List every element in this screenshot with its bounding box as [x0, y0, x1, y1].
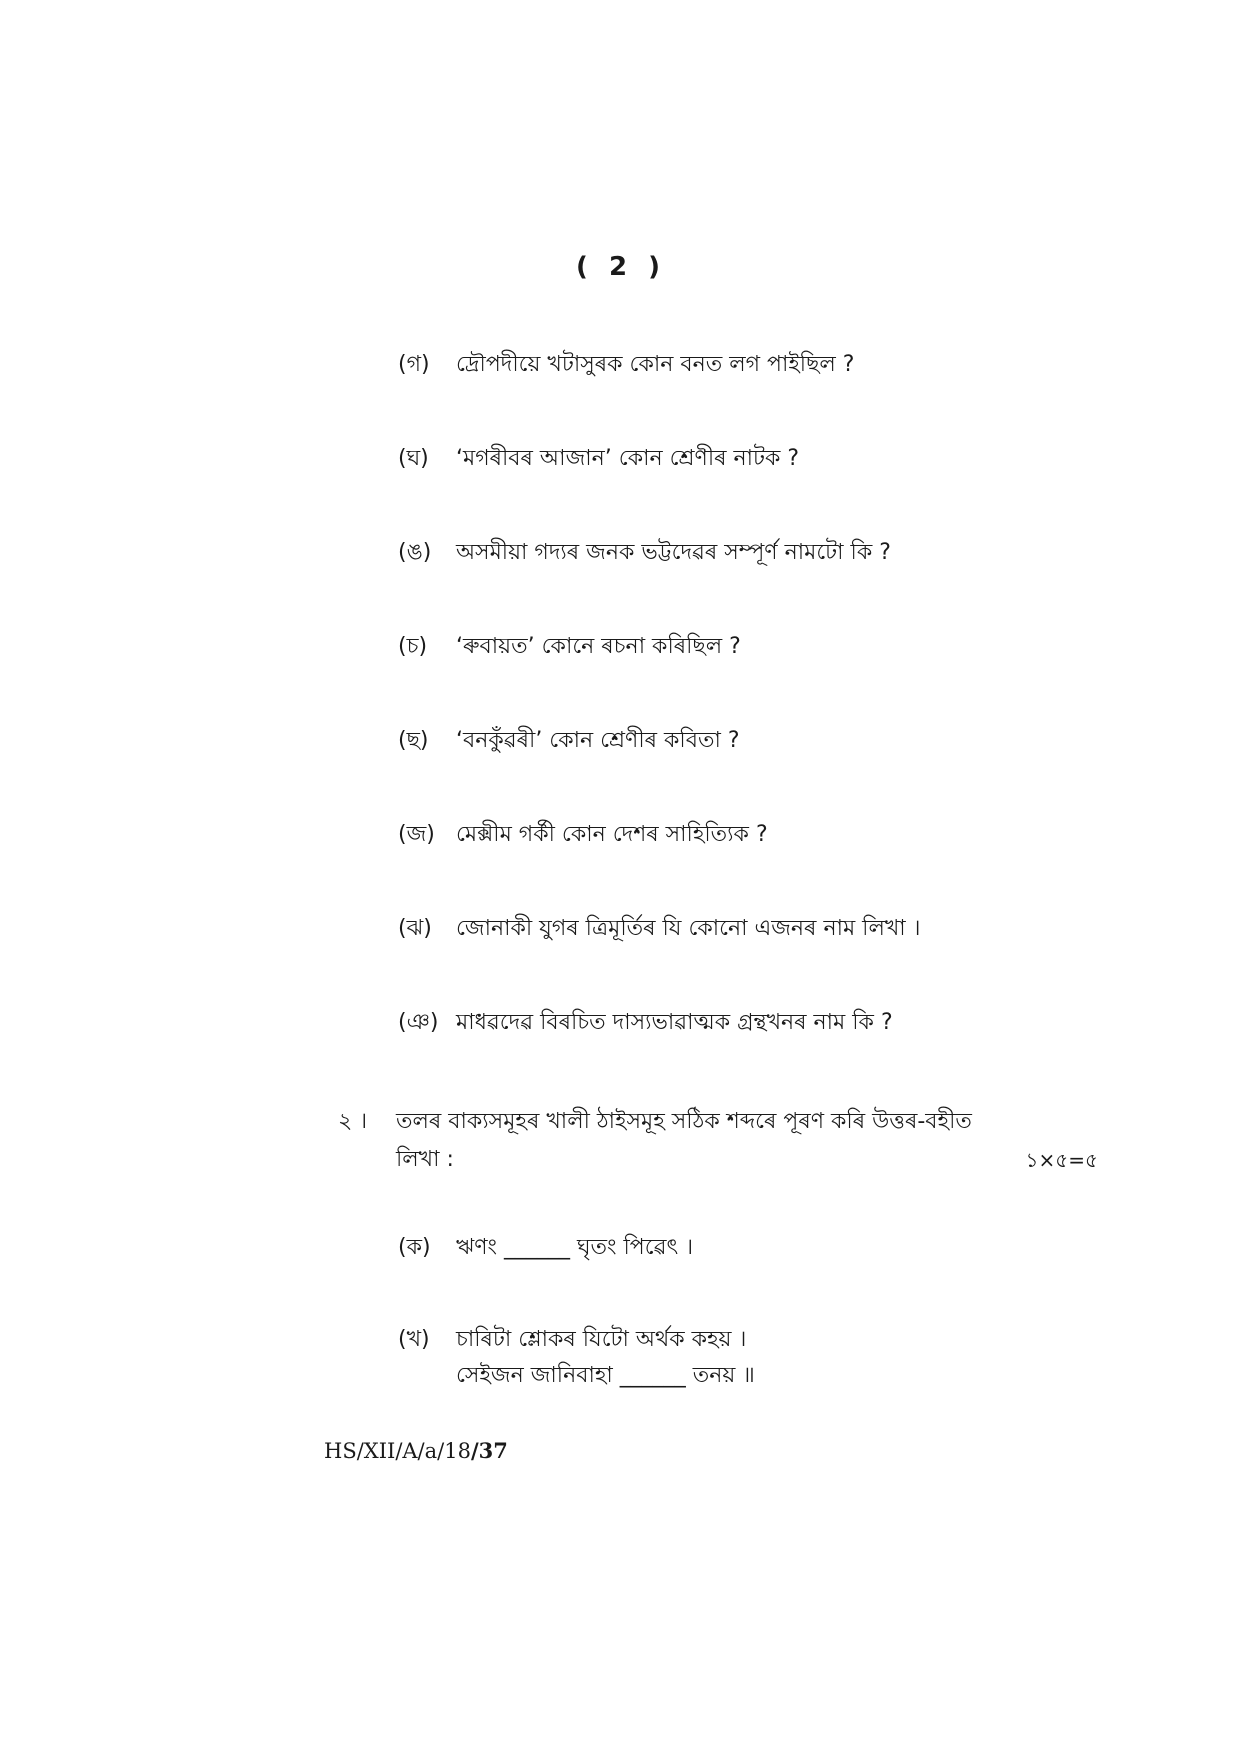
question-label: (ঙ): [398, 540, 432, 565]
question-label: (জ): [398, 822, 435, 847]
question-text: তলৰ বাক্যসমূহৰ খালী ঠাইসমূহ সঠিক শব্দৰে পূৰণ কৰি উত্তৰ-বহীত: [396, 1109, 972, 1134]
question-text: জোনাকী যুগৰ ত্ৰিমূৰ্তিৰ যি কোনো এজনৰ নাম লিখা ।: [456, 916, 921, 941]
question-text: মেক্সীম গৰ্কী কোন দেশৰ সাহিত্যিক ?: [456, 822, 768, 847]
question-number: ২ ।: [338, 1109, 368, 1134]
question-text-continued: লিখা :: [396, 1147, 454, 1172]
paper-code-number: /37: [470, 1438, 508, 1463]
question-text: মাধৱদেৱ বিৰচিত দাস্যভাৱাত্মক গ্ৰন্থখনৰ নাম কি ?: [456, 1010, 893, 1035]
question-1gh: [398, 444, 799, 474]
marks-allocation: ১×৫=৫: [1025, 1148, 1098, 1172]
question-text-continued: সেইজন জানিবাহা ______ তনয় ॥: [456, 1363, 755, 1388]
paper-code-text: HS/XII/A/a/18: [324, 1439, 471, 1463]
question-text: ‘মগৰীবৰ আজান’ কোন শ্ৰেণীৰ নাটক ?: [456, 446, 800, 471]
question-1ng: [398, 538, 891, 568]
question-text: দ্রৌপদীয়ে খটাসুৰক কোন বনত লগ পাইছিল ?: [456, 352, 855, 377]
page-number: ( 2 ): [576, 252, 666, 282]
question-1chh: [398, 726, 740, 756]
question-text: ঋণং ______ ঘৃতং পিৱেৎ ।: [456, 1235, 694, 1260]
question-label: (গ): [398, 352, 430, 377]
question-label: (ক): [398, 1235, 431, 1260]
question-1g: [398, 350, 854, 380]
question-text: চাৰিটা শ্লোকৰ যিটো অৰ্থক কহয় ।: [456, 1327, 747, 1352]
question-2k: [398, 1233, 693, 1263]
question-label: (ঝ): [398, 916, 432, 941]
paper-code: [324, 1438, 508, 1463]
question-label: (চ): [398, 634, 428, 659]
question-1ny: [398, 1008, 893, 1038]
question-label: (ঘ): [398, 446, 429, 471]
question-label: (ছ): [398, 728, 429, 753]
question-1ch: [398, 632, 741, 662]
question-text: ‘ৰুবায়ত’ কোনে ৰচনা কৰিছিল ?: [456, 634, 741, 659]
question-2kh: [398, 1325, 746, 1355]
question-text: অসমীয়া গদ্যৰ জনক ভট্টদেৱৰ সম্পূৰ্ণ নামটো কি ?: [456, 540, 891, 565]
question-1j: [398, 820, 768, 850]
question-label: (ঞ): [398, 1010, 439, 1035]
question-label: (খ): [398, 1327, 430, 1352]
question-1jh: [398, 914, 921, 944]
question-text: ‘বনকুঁৱৰী’ কোন শ্ৰেণীৰ কবিতা ?: [456, 728, 740, 753]
